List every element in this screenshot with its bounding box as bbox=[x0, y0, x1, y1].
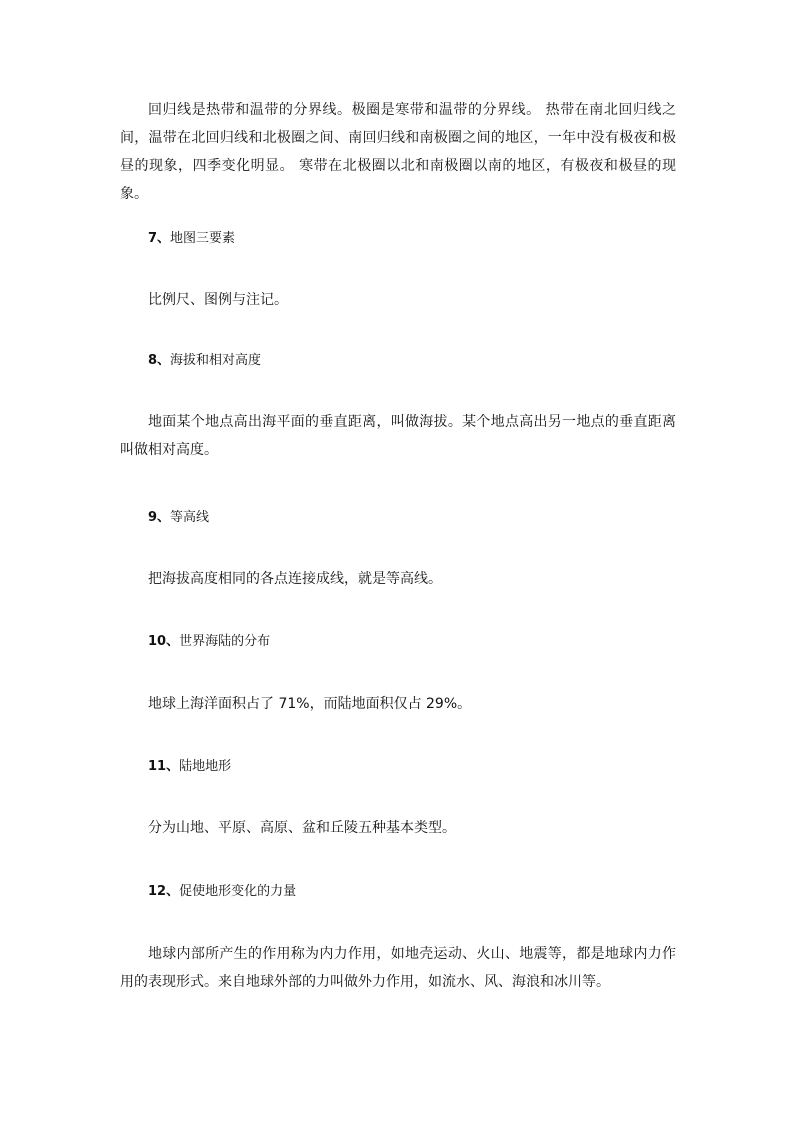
section-body-10: 地球上海洋面积占了 71%，而陆地面积仅占 29%。 bbox=[148, 696, 472, 712]
section-body-11: 分为山地、平原、高原、盆和丘陵五种基本类型。 bbox=[148, 820, 456, 836]
section-number: 7、 bbox=[148, 231, 171, 246]
section-title: 海拔和相对高度 bbox=[170, 353, 262, 368]
section-title: 地图三要素 bbox=[170, 231, 236, 246]
section-number: 11、 bbox=[148, 759, 180, 774]
section-number: 10、 bbox=[148, 634, 180, 649]
section-title: 等高线 bbox=[170, 510, 210, 525]
intro-paragraph: 回归线是热带和温带的分界线。极圈是寒带和温带的分界线。 热带在南北回归线之间，温带在北回归线和北极圈之间、南回归线和南极圈之间的地区，一年中没有极夜和极昼的现象，四季变化明显。 寒带在北极圈以北和南极圈以南的地区，有极夜和极昼的现象。 bbox=[120, 102, 676, 202]
section-body-9: 把海拔高度相同的各点连接成线，就是等高线。 bbox=[148, 571, 442, 587]
section-number: 9、 bbox=[148, 510, 171, 525]
section-body-12: 地球内部所产生的作用称为内力作用，如地壳运动、火山、地震等，都是地球内力作用的表现形式。来自地球外部的力叫做外力作用，如流水、风、海浪和冰川等。 bbox=[120, 946, 676, 990]
section-title: 世界海陆的分布 bbox=[179, 634, 271, 649]
section-heading-8 bbox=[148, 351, 261, 371]
section-heading-7 bbox=[148, 229, 235, 249]
section-heading-11 bbox=[148, 757, 231, 777]
section-heading-9 bbox=[148, 508, 209, 528]
section-heading-12 bbox=[148, 882, 296, 902]
section-body-8: 地面某个地点高出海平面的垂直距离，叫做海拔。某个地点高出另一地点的垂直距离叫做相对高度。 bbox=[120, 414, 676, 458]
section-number: 12、 bbox=[148, 884, 180, 899]
section-body-7: 比例尺、图例与注记。 bbox=[148, 292, 288, 308]
section-title: 陆地地形 bbox=[179, 759, 232, 774]
section-heading-10 bbox=[148, 632, 270, 652]
section-number: 8、 bbox=[148, 353, 171, 368]
section-title: 促使地形变化的力量 bbox=[179, 884, 297, 899]
